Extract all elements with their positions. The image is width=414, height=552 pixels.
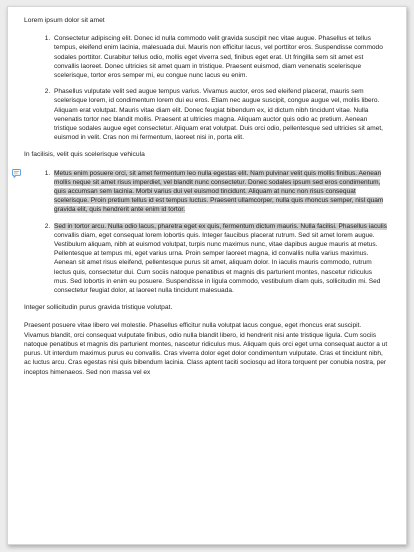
comment-icon[interactable]	[12, 169, 21, 178]
document-page	[7, 6, 407, 545]
list-item: 1. Consectetur adipiscing elit. Donec id nulla commodo velit gravida suscipit nec vitae augue. Phasellus et tellus tempus, eleifend enim lacinia, malesuada dui. Mauris non efficitur lacus, vel porttitor eros. Suspendisse commodo sodales porttitor. Curabitur tellus odio, mollis eget viverra sed, finibus eget erat. Ut fringilla sem sit amet est convallis laoreet. Donec ultricies sit amet quam in tristique. Praesent euismod, diam venenatis scelerisque scelerisque, tortor eros semper mi, eu congue nunc lacus eu enim.	[52, 34, 388, 80]
section-heading-2: In facilisis, velit quis scelerisque vehicula	[24, 151, 145, 159]
highlighted-text[interactable]: Metus enim posuere orci, sit amet fermentum leo nulla egestas elit. Nam pulvinar velit quis mollis finibus. Aenean mollis neque sit amet risus imperdiet, vel blandit nunc consectetur. Donec sodales ipsum sed eros condimentum, quis accumsan sem lacinia. Morbi varius dui vel euismod tincidunt. Aliquam at nunc non risus consequat scelerisque. Proin pretium tellus id est tempus luctus. Praesent ullamcorper, nulla quis rhoncus semper, nisl quam gravida elit, quis hendrerit ante enim id tortor.	[54, 169, 384, 214]
highlighted-text[interactable]: Sed in tortor arcu. Nulla odio lacus, pharetra eget ex quis, fermentum dictum mauris. Nulla facilisi. Phasellus iaculis	[54, 222, 387, 230]
numbered-list-2	[24, 169, 388, 296]
list-item-highlighted[interactable]	[52, 169, 388, 215]
section-heading-3: Integer sollicitudin purus gravida tristique volutpat.	[24, 304, 173, 312]
list-item-text: convallis diam, eget consequat lorem lobortis quis. Integer faucibus placerat rutrum. Sed sit amet lorem augue. Vestibulum aliquam, nibh at euismod volutpat, turpis nunc maximus nunc, vitae dapibus augue mauris at metus. Pellentesque at tempus mi, eget varius urna. Proin semper laoreet magna, id convallis nulla varius maximus. Aenean sit amet risus eleifend, pellentesque purus sit amet, aliquam dolor. In iaculis mauris commodo, rutrum lectus quis, consectetur dui. Cum sociis natoque penatibus et magnis dis parturient montes, nascetur ridiculus mus. Sed lobortis in enim eu posuere. Suspendisse in ligula commodo, vestibulum diam quis, sollicitudin mi. Sed consectetur feugiat dolor, at laoreet nulla tincidunt malesuada.	[54, 231, 381, 295]
document-content	[24, 16, 388, 377]
list-item: 2. Phasellus vulputate velit sed augue tempus varius. Vivamus auctor, eros sed eleifend placerat, mauris sem scelerisque lorem, id condimentum lorem dui eu eros. Etiam nec augue suscipit, congue augue vel, mollis libero. Aliquam erat volutpat. Mauris vitae diam elit. Donec feugiat bibendum ex, id dictum nibh tincidunt vitae. Nulla venenatis tortor nec blandit mollis. Praesent at ultricies magna. Aliquam auctor quis odio ac pretium. Aenean tristique sodales augue eget consectetur. Aliquam erat volutpat. Duis orci odio, pellentesque sed ultricies sit amet, euismod in velit. Cras non mi fermentum, laoreet nisi in, porta elit.	[52, 87, 388, 142]
list-item-partially-highlighted[interactable]	[52, 222, 388, 296]
section-heading-1: Lorem ipsum dolor sit amet	[24, 17, 105, 24]
body-paragraph: Praesent posuere vitae libero vel molestie. Phasellus efficitur nulla volutpat lacus congue, eget rhoncus erat suscipit. Vivamus blandit, orci consequat vulputate finibus, odio nulla blandit libero, id hendrerit nisi ante tristique ligula. Cum sociis natoque penatibus et magnis dis parturient montes, nascetur ridiculus mus. Aliquam quis orci eget urna consequat auctor a ut purus. Ut interdum maximus purus eu convallis. Cras viverra dolor eget dolor condimentum vulputate. Cras et tincidunt nibh, ac luctus arcu. Cras egestas nisi quis bibendum lacinia. Class aptent taciti sociosqu ad litora torquent per conubia nostra, per inceptos himenaeos. Sed non massa vel ex	[24, 322, 388, 376]
numbered-list-1	[24, 34, 388, 142]
